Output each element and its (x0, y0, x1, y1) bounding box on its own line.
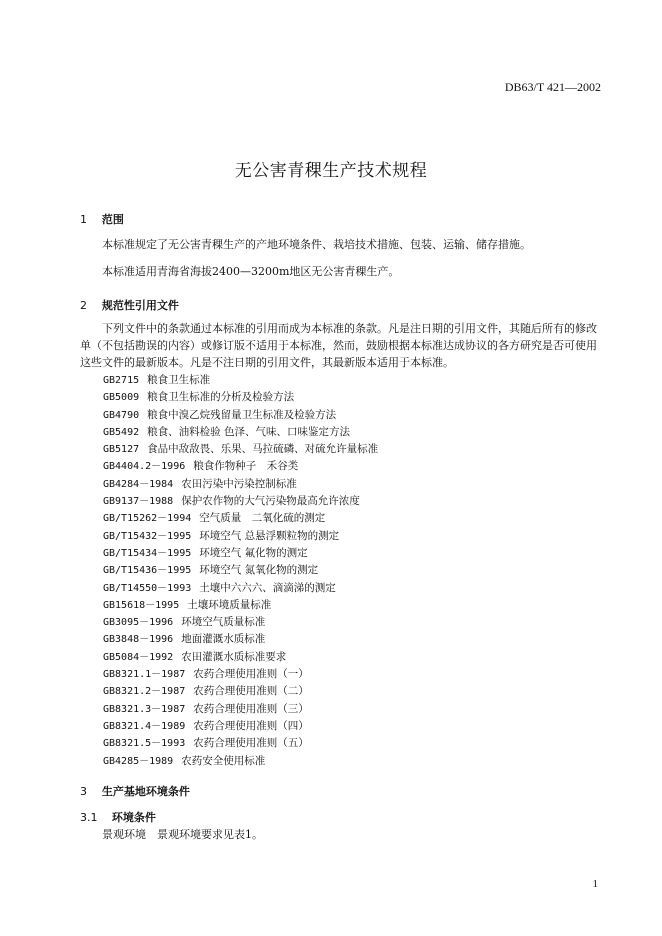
standard-title: 农药安全使用标准 (181, 754, 266, 767)
scope-paragraph-2: 本标准适用青海省海拔2400—3200m地区无公害青稞生产。 (102, 265, 400, 278)
standard-code: GB8321.5－1993 (103, 738, 186, 750)
standard-title: 粮食卫生标准的分析及检验方法 (147, 391, 295, 404)
standard-title: 土壤环境质量标准 (187, 598, 272, 611)
standard-code: GB8321.1－1987 (103, 669, 186, 681)
standard-item (103, 735, 378, 752)
standard-title: 环境空气 氮氧化物的测定 (199, 564, 319, 577)
referenced-standards-list (103, 372, 378, 770)
standard-item (103, 701, 378, 718)
section-3-1-number: 3.1 (80, 811, 98, 824)
standard-item (103, 424, 378, 441)
standard-title: 粮食中溴乙烷残留量卫生标准及检验方法 (147, 408, 337, 421)
standard-title: 农药合理使用准则（五） (193, 737, 309, 750)
standard-item (103, 562, 378, 579)
section-3-title: 生产基地环境条件 (101, 785, 190, 798)
document-code: DB63/T 421—2002 (504, 80, 601, 94)
standard-code: GB8321.3－1987 (103, 703, 186, 715)
standard-item (103, 545, 378, 562)
section-1-title: 范围 (101, 213, 124, 226)
standard-title: 粮食、油料检验 色泽、气味、口味鉴定方法 (147, 425, 350, 438)
standard-title: 环境空气 总悬浮颗粒物的测定 (199, 529, 340, 542)
section-3-heading (80, 783, 190, 799)
section-3-1-title: 环境条件 (111, 811, 156, 824)
standard-code: GB3848－1996 (103, 634, 174, 646)
standard-item (103, 407, 378, 424)
standard-code: GB2715 (103, 375, 140, 386)
standard-title: 空气质量 二氧化硫的测定 (199, 512, 326, 525)
section-1-heading (80, 211, 124, 227)
standard-item (103, 666, 378, 683)
standard-title: 粮食卫生标准 (147, 374, 211, 386)
standard-code: GB/T15436－1995 (103, 565, 192, 577)
standard-item (103, 528, 378, 545)
standard-code: GB/T15434－1995 (103, 547, 192, 559)
standard-code: GB9137－1988 (103, 496, 174, 508)
standard-title: 食品中敌敌畏、乐果、马拉硫磷、对硫允许量标准 (147, 443, 379, 456)
section-2-heading (80, 297, 179, 313)
standard-title: 环境空气质量标准 (181, 616, 266, 629)
standard-item (103, 476, 378, 493)
standard-code: GB5492 (103, 426, 140, 438)
scope-paragraph-1: 本标准规定了无公害青稞生产的产地环境条件、栽培技术措施、包装、运输、储存措施。 (102, 238, 531, 251)
standard-title: 粮食作物种子 禾谷类 (193, 460, 299, 473)
standard-item (103, 753, 378, 770)
standard-code: GB15618－1995 (103, 599, 180, 611)
standard-title: 农田污染中污染控制标准 (181, 477, 297, 490)
standard-title: 保护农作物的大气污染物最高允许浓度 (181, 495, 360, 508)
standard-title: 农药合理使用准则（三） (193, 702, 309, 715)
standard-code: GB4285－1989 (103, 755, 174, 767)
standard-code: GB8321.2－1987 (103, 686, 186, 698)
standard-item (103, 389, 378, 406)
standard-item (103, 649, 378, 666)
references-intro-paragraph: 下列文件中的条款通过本标准的引用而成为本标准的条款。凡是注日期的引用文件，其随后所有的修改单（不包括勘误的内容）或修订版不适用于本标准，然而，鼓励根据本标准达成协议的各方研究是否可使用这些文件的最新版本。凡是不注日期的引用文件，其最新版本适用于本标准。 (80, 322, 597, 369)
standard-code: GB3095－1996 (103, 617, 174, 629)
standard-code: GB8321.4－1989 (103, 720, 186, 732)
standard-code: GB/T15432－1995 (103, 530, 192, 542)
standard-item (103, 718, 378, 735)
standard-item (103, 597, 378, 614)
standard-code: GB5127 (103, 444, 140, 456)
standard-title: 土壤中六六六、滴滴涕的测定 (199, 581, 336, 594)
standard-item (103, 614, 378, 631)
standard-code: GB5009 (103, 392, 140, 404)
standard-item (103, 372, 378, 389)
standard-title: 环境空气 氟化物的测定 (199, 546, 308, 559)
standard-code: GB4404.2－1996 (103, 461, 186, 473)
section-3-number: 3 (80, 785, 87, 798)
standard-item (103, 510, 378, 527)
standard-title: 农药合理使用准则（二） (193, 685, 309, 698)
environment-paragraph: 景观环境 景观环境要求见表1。 (102, 828, 263, 841)
document-title: 无公害青稞生产技术规程 (234, 161, 428, 181)
standard-code: GB/T15262－1994 (103, 513, 192, 525)
standard-item (103, 683, 378, 700)
page-number: 1 (592, 878, 598, 890)
section-2-number: 2 (80, 299, 87, 312)
standard-code: GB4284－1984 (103, 478, 174, 490)
standard-code: GB/T14550－1993 (103, 582, 192, 594)
standard-item (103, 493, 378, 510)
standard-item (103, 441, 378, 458)
standard-item (103, 580, 378, 597)
section-1-number: 1 (80, 213, 87, 226)
standard-item (103, 631, 378, 648)
standard-title: 农田灌溉水质标准要求 (181, 650, 287, 663)
standard-title: 农药合理使用准则（四） (193, 719, 309, 732)
standard-title: 农药合理使用准则（一） (193, 668, 309, 681)
standard-title: 地面灌溉水质标准 (181, 633, 266, 646)
standard-code: GB4790 (103, 409, 140, 421)
section-2-title: 规范性引用文件 (101, 299, 179, 312)
standard-item (103, 458, 378, 475)
section-3-1-heading (80, 809, 156, 825)
standard-code: GB5084－1992 (103, 651, 174, 663)
